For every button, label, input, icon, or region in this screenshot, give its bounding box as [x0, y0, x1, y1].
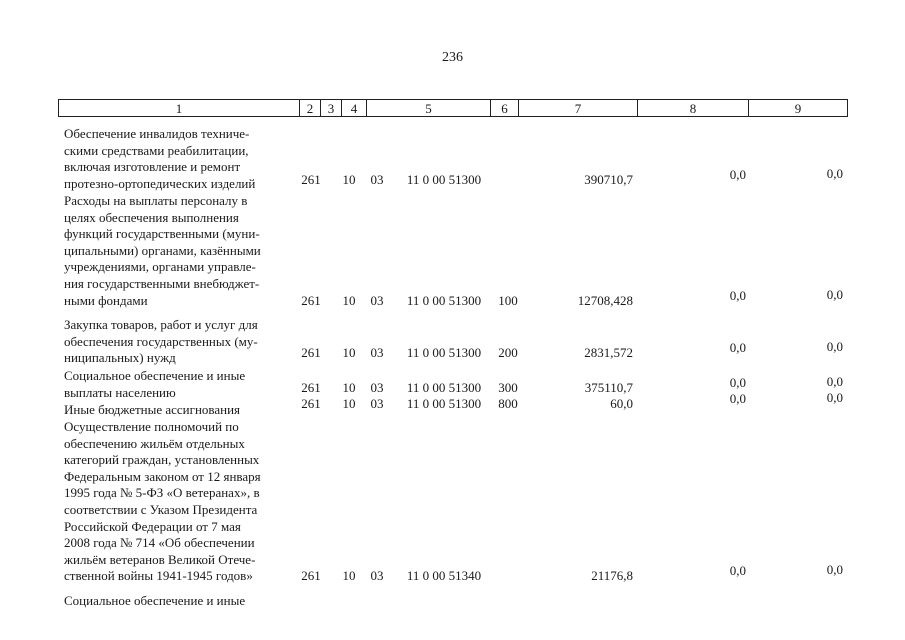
description-line: функций государственными (муни- — [64, 226, 260, 242]
description-line: Социальное обеспечение и иные — [64, 368, 246, 383]
cell-col-4: 03 — [370, 396, 384, 411]
cell-col-8: 0,0 — [729, 167, 746, 182]
row-description — [64, 368, 300, 401]
cell-col-7: 2831,572 — [584, 345, 633, 360]
description-line: Социальное обеспечение и иные — [64, 593, 246, 608]
cell-col-6: 800 — [498, 396, 518, 411]
cell-col-7: 12708,428 — [577, 293, 633, 308]
description-line: ниципальных) нужд — [64, 350, 176, 366]
cell-col-8: 0,0 — [729, 563, 746, 578]
cell-col-5: 11 0 00 51300 — [406, 380, 482, 395]
header-col-2: 2 — [299, 99, 321, 117]
cell-col-6: 300 — [498, 380, 518, 395]
cell-col-5: 11 0 00 51300 — [406, 396, 482, 411]
description-line: Осуществление полномочий по — [64, 419, 239, 434]
description-line: ципальными) органами, казёнными — [64, 242, 261, 258]
cell-col-4: 03 — [370, 568, 384, 583]
description-line: учреждениями, органами управле- — [64, 259, 256, 275]
cell-col-3: 10 — [342, 345, 356, 360]
header-col-8: 8 — [637, 99, 749, 117]
cell-col-9: 0,0 — [826, 339, 843, 354]
row-description — [64, 419, 300, 585]
description-line: Обеспечение инвалидов техниче- — [64, 126, 250, 141]
header-col-7: 7 — [518, 99, 638, 117]
cell-col-4: 03 — [370, 380, 384, 395]
cell-col-8: 0,0 — [729, 340, 746, 355]
cell-col-3: 10 — [342, 568, 356, 583]
cell-col-3: 10 — [342, 380, 356, 395]
description-line: Федеральным законом от 12 января — [64, 468, 261, 484]
description-line: целях обеспечения выполнения — [64, 209, 239, 225]
cell-col-9: 0,0 — [826, 562, 843, 577]
description-line: жильём ветеранов Великой Отече- — [64, 551, 256, 567]
row-description — [64, 593, 300, 610]
cell-col-9: 0,0 — [826, 390, 843, 405]
cell-col-9: 0,0 — [826, 287, 843, 302]
cell-col-9: 0,0 — [826, 166, 843, 181]
description-line: Российской Федерации от 7 мая — [64, 518, 241, 534]
cell-col-9: 0,0 — [826, 374, 843, 389]
cell-col-8: 0,0 — [729, 375, 746, 390]
description-line: категорий граждан, установленных — [64, 452, 260, 468]
cell-col-2: 261 — [301, 172, 321, 187]
cell-col-2: 261 — [301, 293, 321, 308]
description-line: выплаты населению — [64, 384, 176, 400]
header-col-6: 6 — [490, 99, 519, 117]
cell-col-8: 0,0 — [729, 288, 746, 303]
cell-col-5: 11 0 00 51340 — [406, 568, 482, 583]
description-line: ственной войны 1941-1945 годов» — [64, 568, 253, 584]
cell-col-4: 03 — [370, 345, 384, 360]
description-line: включая изготовление и ремонт — [64, 159, 241, 175]
cell-col-7: 21176,8 — [591, 568, 633, 583]
header-col-4: 4 — [341, 99, 367, 117]
row-description — [64, 317, 300, 367]
description-line: Иные бюджетные ассигнования — [64, 402, 241, 417]
cell-col-3: 10 — [342, 172, 356, 187]
header-col-5: 5 — [366, 99, 491, 117]
cell-col-8: 0,0 — [729, 391, 746, 406]
cell-col-7: 375110,7 — [584, 380, 633, 395]
description-line: обеспечению жильём отдельных — [64, 435, 245, 451]
header-col-3: 3 — [320, 99, 342, 117]
header-col-9: 9 — [748, 99, 848, 117]
cell-col-5: 11 0 00 51300 — [406, 293, 482, 308]
header-col-1: 1 — [58, 99, 300, 117]
description-line: Закупка товаров, работ и услуг для — [64, 317, 258, 332]
cell-col-7: 60,0 — [610, 396, 633, 411]
description-line: скими средствами реабилитации, — [64, 142, 249, 158]
cell-col-2: 261 — [301, 345, 321, 360]
cell-col-6: 100 — [498, 293, 518, 308]
description-line: 1995 года № 5-ФЗ «О ветеранах», в — [64, 485, 260, 501]
cell-col-2: 261 — [301, 568, 321, 583]
row-description — [64, 402, 300, 419]
description-line: протезно-ортопедических изделий — [64, 175, 256, 191]
cell-col-2: 261 — [301, 396, 321, 411]
cell-col-6: 200 — [498, 345, 518, 360]
cell-col-4: 03 — [370, 172, 384, 187]
description-line: Расходы на выплаты персоналу в — [64, 193, 248, 208]
description-line: ния государственными внебюджет- — [64, 275, 260, 291]
table-header — [58, 99, 848, 119]
description-line: соответствии с Указом Президента — [64, 501, 258, 517]
cell-col-3: 10 — [342, 396, 356, 411]
cell-col-3: 10 — [342, 293, 356, 308]
cell-col-2: 261 — [301, 380, 321, 395]
cell-col-5: 11 0 00 51300 — [406, 345, 482, 360]
description-line: ными фондами — [64, 292, 148, 308]
cell-col-5: 11 0 00 51300 — [406, 172, 482, 187]
cell-col-4: 03 — [370, 293, 384, 308]
description-line: обеспечения государственных (му- — [64, 333, 258, 349]
description-line: 2008 года № 714 «Об обеспечении — [64, 535, 255, 551]
page-number: 236 — [442, 50, 463, 65]
row-description — [64, 126, 300, 192]
row-description — [64, 193, 300, 309]
cell-col-7: 390710,7 — [584, 172, 633, 187]
